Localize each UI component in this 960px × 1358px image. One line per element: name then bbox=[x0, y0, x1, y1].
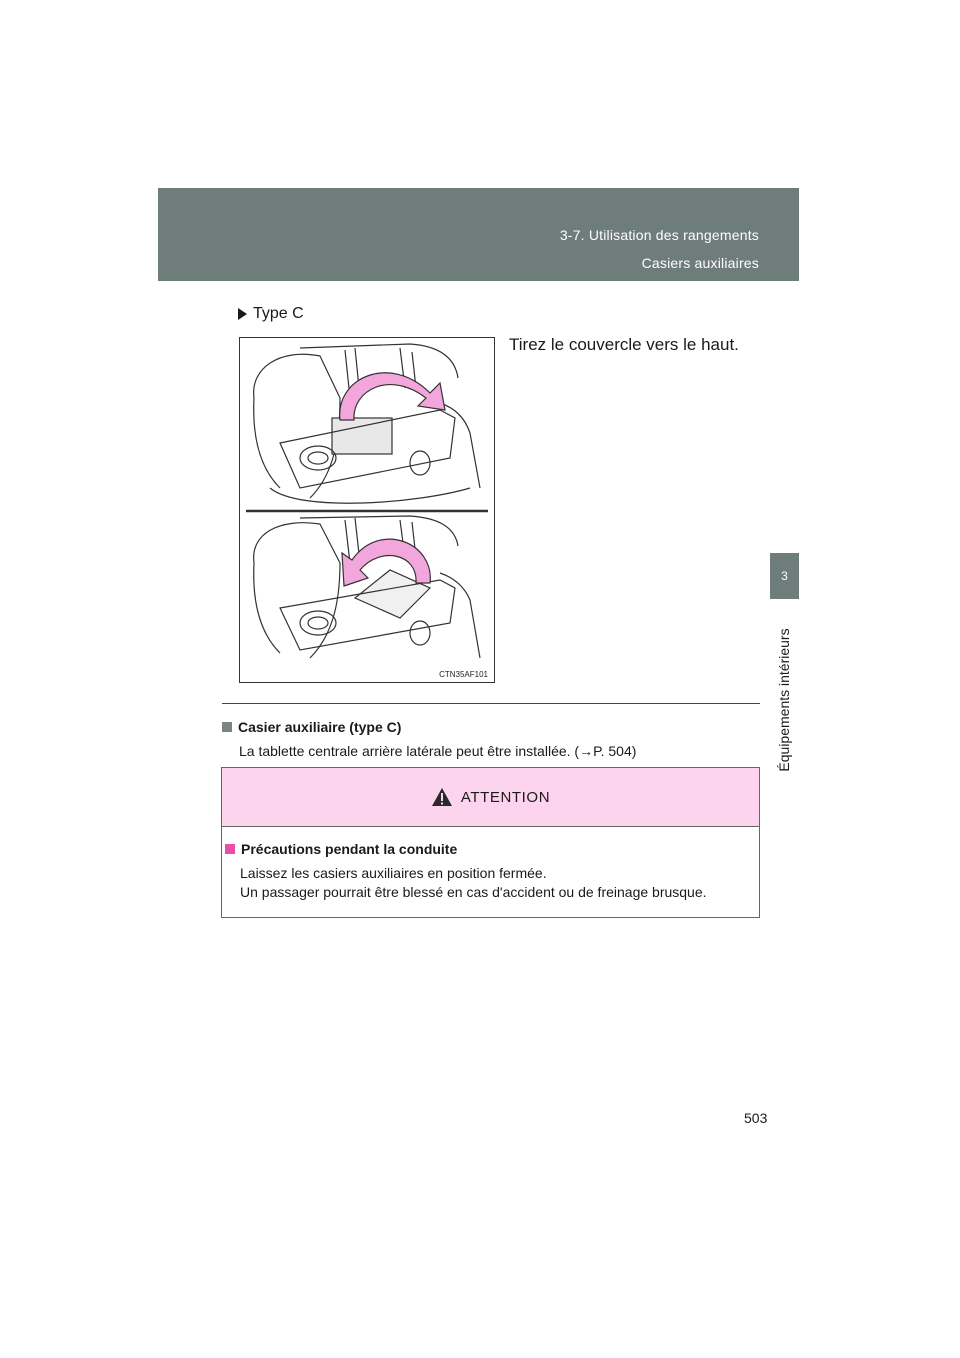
chapter-label: Équipements intérieurs bbox=[776, 628, 792, 772]
header-bar bbox=[158, 188, 799, 281]
type-heading-text: Type C bbox=[253, 305, 304, 322]
figure-code: CTN35AF101 bbox=[439, 670, 488, 679]
triangle-bullet-icon bbox=[238, 308, 247, 320]
console-illustration bbox=[239, 337, 495, 683]
caution-title: ATTENTION bbox=[460, 788, 551, 806]
pink-square-bullet-icon bbox=[225, 844, 235, 854]
instruction-text: Tirez le couvercle vers le haut. bbox=[509, 335, 739, 354]
caution-subheading-text: Précautions pendant la conduite bbox=[241, 841, 458, 857]
chapter-tab: 3 bbox=[770, 553, 799, 599]
note-body: La tablette centrale arrière latérale peut être installée. (→P. 504) bbox=[239, 743, 637, 759]
warning-icon bbox=[431, 787, 453, 807]
bottom-panel-drawing bbox=[254, 516, 480, 658]
section-title: 3-7. Utilisation des rangements bbox=[559, 227, 759, 243]
note-heading-text: Casier auxiliaire (type C) bbox=[238, 719, 402, 735]
square-bullet-icon bbox=[222, 722, 232, 732]
caution-line-2: Un passager pourrait être blessé en cas d'accident ou de freinage brusque. bbox=[240, 884, 707, 900]
page-number: 503 bbox=[744, 1110, 768, 1126]
open-arrow-icon bbox=[340, 373, 445, 420]
type-heading bbox=[238, 305, 304, 323]
caution-header bbox=[222, 768, 759, 827]
caution-box bbox=[221, 767, 760, 918]
note-heading bbox=[222, 719, 401, 735]
subsection-title: Casiers auxiliaires bbox=[641, 255, 759, 271]
console-drawing bbox=[240, 338, 494, 682]
section-divider bbox=[222, 703, 760, 704]
caution-line-1: Laissez les casiers auxiliaires en position fermée. bbox=[240, 865, 547, 881]
caution-subheading bbox=[222, 841, 457, 857]
top-panel-drawing bbox=[254, 344, 480, 503]
